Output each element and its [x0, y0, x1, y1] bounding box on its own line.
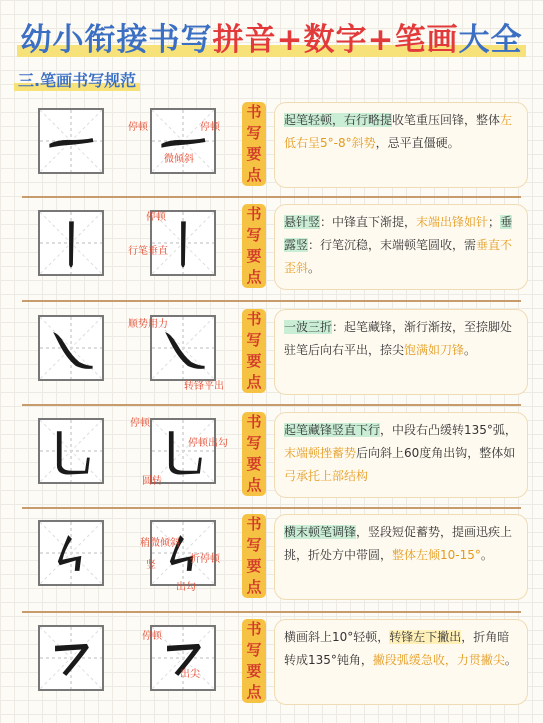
practice-grid	[38, 108, 104, 174]
stroke-note	[274, 204, 528, 290]
title-part-2: 拼音+数字+笔画	[212, 22, 459, 58]
note-segment: 收笔重压回锋，整体	[392, 113, 501, 127]
note-segment: 横末顿笔调锋	[284, 525, 357, 539]
practice-grid	[38, 315, 104, 381]
badge-char: 要	[246, 455, 262, 473]
note-segment: 起笔轻顿，右行略提	[284, 113, 393, 127]
note-segment: 垂露竖	[284, 215, 513, 252]
note-segment: 末端出锋如针	[416, 215, 489, 229]
section-heading: 三.笔画书写规范	[14, 66, 140, 93]
badge-char: 书	[246, 205, 262, 223]
practice-grid	[38, 210, 104, 276]
stroke-annotation: 圆转	[142, 476, 162, 487]
stroke-annotation: 停顿	[130, 418, 150, 429]
writing-points-badge	[242, 309, 266, 393]
brush-stroke-sample	[40, 522, 102, 584]
row-divider	[22, 611, 521, 613]
stroke-annotation: 停顿	[146, 212, 166, 223]
note-segment: 。	[308, 261, 321, 275]
badge-char: 要	[246, 145, 262, 163]
note-segment: 一波三折	[284, 320, 333, 334]
writing-points-badge	[242, 204, 266, 288]
badge-char: 写	[246, 226, 262, 244]
row-divider	[22, 404, 521, 406]
badge-char: 写	[246, 434, 262, 452]
row-divider	[22, 196, 521, 198]
badge-char: 要	[246, 662, 262, 680]
stroke-note	[274, 619, 528, 705]
badge-char: 点	[246, 578, 262, 596]
stroke-annotation: 停顿	[200, 122, 220, 133]
note-segment: 整体左倾10-15°	[392, 548, 481, 562]
note-segment: ：中锋直下渐提，	[320, 215, 417, 229]
note-segment: 。	[504, 653, 517, 667]
stroke-annotation: 微倾斜	[164, 154, 194, 165]
badge-char: 书	[246, 515, 262, 533]
brush-stroke-sample	[40, 420, 102, 482]
stroke-annotation: 出尖	[180, 669, 200, 680]
note-segment: 撇段弧缓急收，力贯撇尖	[372, 653, 505, 667]
note-segment: 末端顿挫蓄势	[284, 446, 357, 460]
stroke-annotation: 出勾	[176, 582, 196, 593]
note-segment: 。	[464, 343, 477, 357]
practice-grid	[38, 418, 104, 484]
stroke-annotation: 折停顿	[190, 554, 220, 565]
title-part-3: 大全	[458, 22, 523, 58]
writing-points-badge	[242, 514, 266, 598]
note-segment: ：行笔沉稳，末端顿笔圆收，需	[308, 238, 477, 252]
badge-char: 要	[246, 247, 262, 265]
badge-char: 要	[246, 557, 262, 575]
badge-char: 写	[246, 536, 262, 554]
badge-char: 写	[246, 124, 262, 142]
note-segment: ，折角暗转成135°钝角，	[284, 630, 510, 667]
badge-char: 点	[246, 373, 262, 391]
row-divider	[22, 300, 521, 302]
note-segment: ，中段右凸缓转135°弧，	[380, 423, 517, 437]
stroke-annotation: 转锋平出	[184, 381, 224, 392]
badge-char: 书	[246, 310, 262, 328]
badge-char: 点	[246, 166, 262, 184]
note-segment: 横画斜上10°轻顿，	[284, 630, 390, 644]
stroke-annotation: 停顿	[142, 631, 162, 642]
note-segment: 起笔藏锋竖直下行	[284, 423, 381, 437]
note-segment: ，忌平直僵硬。	[375, 136, 460, 150]
note-segment: 呈5°-8°斜势	[308, 136, 376, 150]
note-segment: 弓承托上部结构	[284, 469, 369, 483]
stroke-annotation: 停顿	[128, 122, 148, 133]
practice-grid	[38, 625, 104, 691]
writing-points-badge	[242, 412, 266, 496]
badge-char: 书	[246, 620, 262, 638]
note-segment: 饱满如刀锋	[404, 343, 465, 357]
badge-char: 点	[246, 683, 262, 701]
stroke-annotation: 停顿出勾	[188, 438, 228, 449]
brush-stroke-sample	[40, 110, 102, 172]
badge-char: 要	[246, 352, 262, 370]
badge-char: 点	[246, 268, 262, 286]
badge-char: 书	[246, 103, 262, 121]
badge-char: 写	[246, 641, 262, 659]
badge-char: 书	[246, 413, 262, 431]
stroke-note	[274, 412, 528, 498]
brush-stroke-sample	[40, 627, 102, 689]
stroke-annotation: 竖	[146, 560, 156, 571]
stroke-annotation: 顺势用力	[128, 319, 168, 330]
note-segment: 转锋左下撇出	[389, 630, 462, 644]
stroke-note	[274, 102, 528, 188]
brush-stroke-sample	[40, 317, 102, 379]
note-segment: 悬针竖	[284, 215, 321, 229]
writing-points-badge	[242, 102, 266, 186]
badge-char: 点	[246, 476, 262, 494]
note-segment: 垂直不歪斜	[284, 238, 513, 275]
note-segment: ：起笔藏锋，渐行渐按，至捺脚处驻笔后向右平出，捺尖	[284, 320, 513, 357]
note-segment: 。	[480, 548, 493, 562]
badge-char: 写	[246, 331, 262, 349]
stroke-note	[274, 514, 528, 600]
note-segment: 左低右	[284, 113, 513, 150]
stroke-annotation: 稍微倾斜	[140, 538, 180, 549]
stroke-note	[274, 309, 528, 395]
title-part-1: 幼小衔接书写	[20, 22, 213, 58]
stroke-annotation: 行笔垂直	[128, 246, 168, 257]
brush-stroke-sample	[40, 212, 102, 274]
note-segment: ；	[488, 215, 501, 229]
note-segment: 后向斜上60度角出钩，整体如	[356, 446, 516, 460]
practice-grid	[38, 520, 104, 586]
note-segment: ，竖段短促蓄势，提画迅疾上挑，折处方中带圆，	[284, 525, 513, 562]
row-divider	[22, 507, 521, 509]
writing-points-badge	[242, 619, 266, 703]
page-title	[0, 14, 543, 59]
